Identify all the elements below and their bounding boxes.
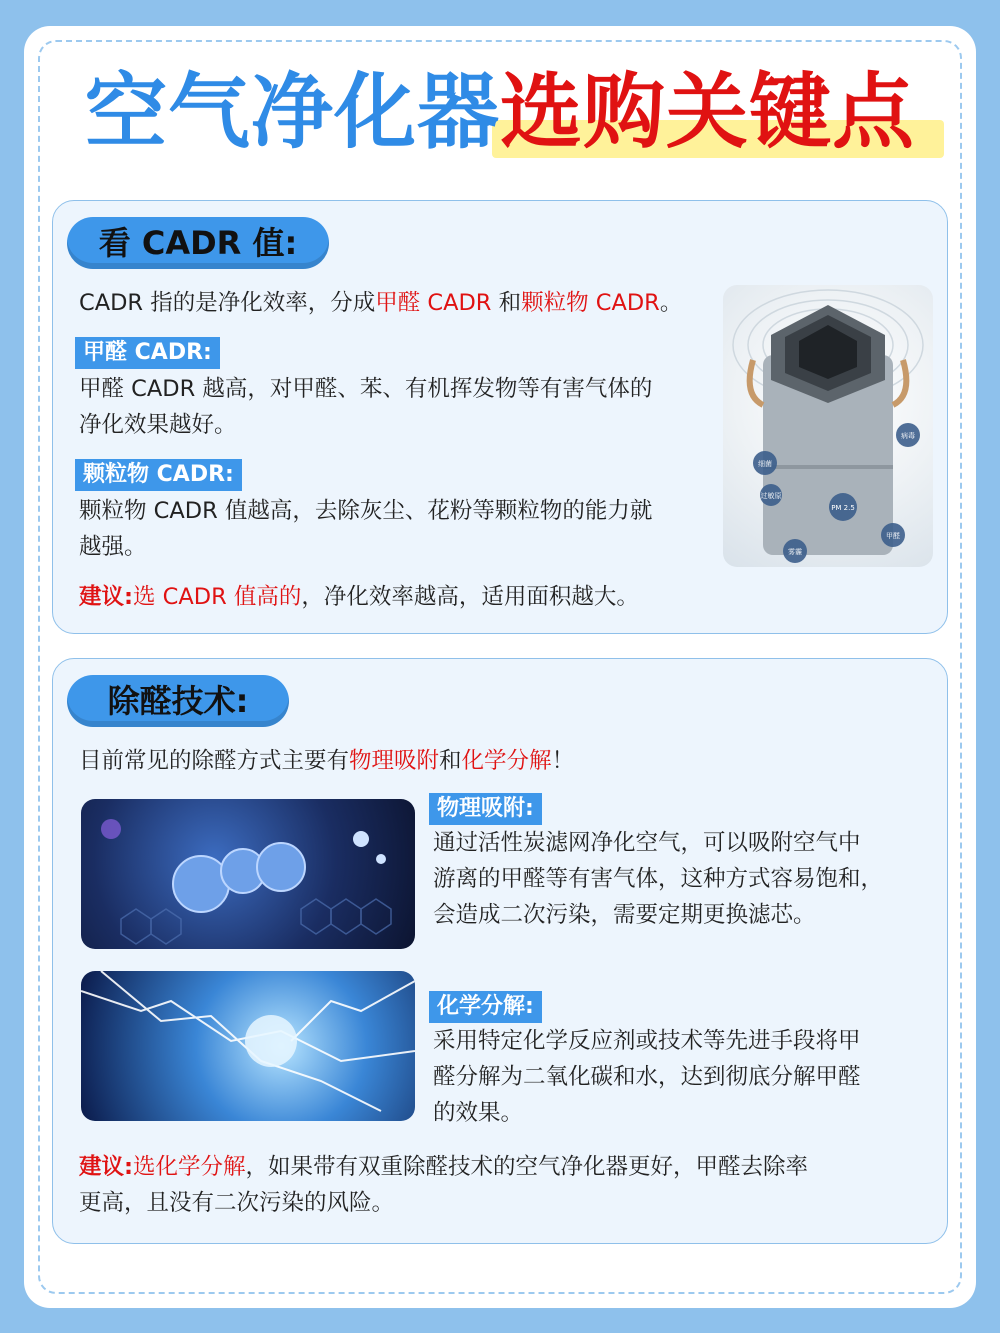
image-label-allergen: 过敏原 bbox=[760, 492, 782, 500]
image-label-formaldehyde: 甲醛 bbox=[886, 532, 900, 540]
particle-cadr-tag: 颗粒物 CADR: bbox=[75, 459, 242, 491]
cadr-heading: 看 CADR 值: bbox=[67, 217, 329, 269]
chemical-decomposition-text: 采用特定化学反应剂或技术等先进手段将甲 醛分解为二氧化碳和水，达到彻底分解甲醛 的效果。 bbox=[433, 1028, 861, 1126]
formaldehyde-cadr-tag: 甲醛 CADR: bbox=[75, 337, 220, 369]
physical-adsorption-tag: 物理吸附: bbox=[429, 793, 542, 825]
title-part-red: 选购关键点 bbox=[500, 65, 916, 160]
image-label-pm25: PM 2.5 bbox=[831, 504, 855, 512]
chemical-decomposition-image bbox=[81, 971, 415, 1121]
cadr-intro: CADR 指的是净化效率，分成甲醛 CADR 和颗粒物 CADR。 bbox=[79, 290, 683, 316]
particle-text: 颗粒物 CADR 值越高，去除灰尘、花粉等颗粒物的能力就 越强。 bbox=[79, 498, 653, 560]
removal-heading: 除醛技术: bbox=[67, 675, 289, 727]
air-purifier-image bbox=[723, 285, 933, 567]
physical-adsorption-text: 通过活性炭滤网净化空气，可以吸附空气中 游离的甲醛等有害气体，这种方式容易饱和， 会造成二次污染，需要定期更换滤芯。 bbox=[433, 830, 884, 928]
formaldehyde-text: 甲醛 CADR 越高，对甲醛、苯、有机挥发物等有害气体的 净化效果越好。 bbox=[79, 376, 653, 438]
air-purifier-illustration bbox=[723, 285, 933, 567]
molecule-illustration bbox=[81, 799, 415, 949]
removal-advice: 建议:选化学分解，如果带有双重除醛技术的空气净化器更好，甲醛去除率 更高，且没有二次污染的风险。 bbox=[79, 1154, 809, 1216]
cadr-advice: 建议:选 CADR 值高的，净化效率越高，适用面积越大。 bbox=[79, 584, 639, 610]
image-label-virus: 病毒 bbox=[901, 432, 915, 440]
physical-adsorption-image bbox=[81, 799, 415, 949]
lightning-illustration bbox=[81, 971, 415, 1121]
title-part-blue: 空气净化器 bbox=[84, 65, 500, 160]
page-title bbox=[0, 58, 1000, 168]
image-label-haze: 雾霾 bbox=[788, 548, 802, 556]
formaldehyde-removal-section bbox=[52, 658, 948, 1244]
image-label-bacteria: 细菌 bbox=[758, 460, 772, 468]
chemical-decomposition-tag: 化学分解: bbox=[429, 991, 542, 1023]
removal-intro: 目前常见的除醛方式主要有物理吸附和化学分解！ bbox=[79, 748, 575, 774]
cadr-section bbox=[52, 200, 948, 634]
